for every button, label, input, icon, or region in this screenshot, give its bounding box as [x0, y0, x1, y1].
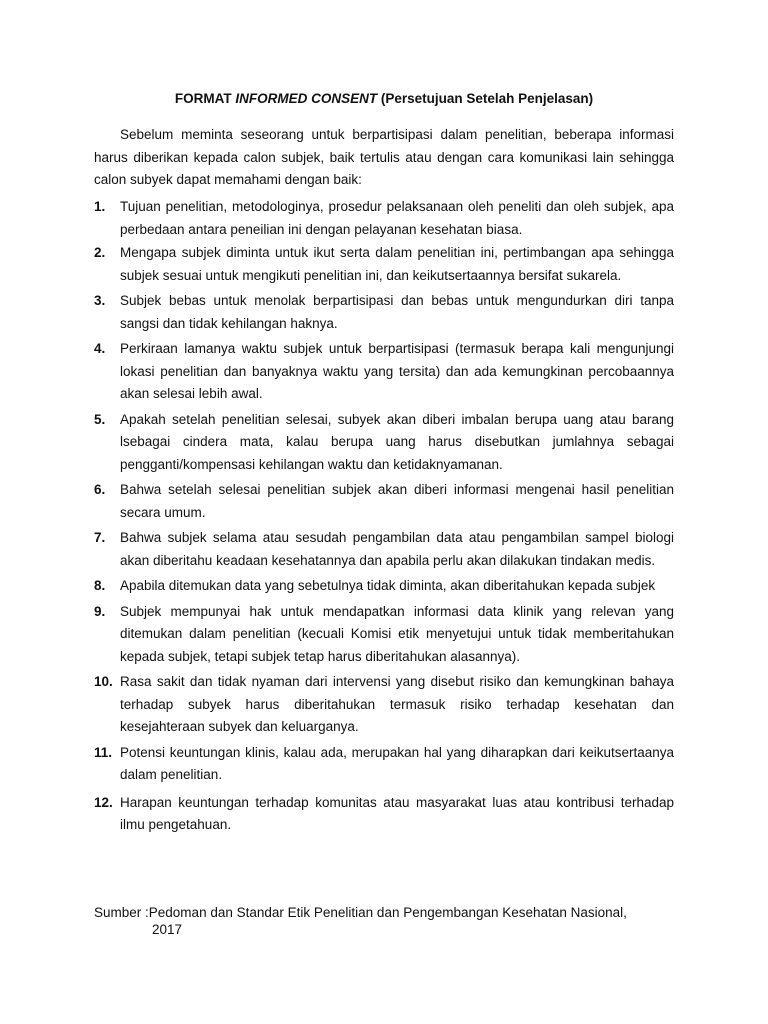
list-item-text: Subjek mempunyai hak untuk mendapatkan informasi data klinik yang relevan yang ditemukan dalam penelitian (kecuali Komisi etik menyetujui untuk tidak memberitahukan kepada subjek, tetapi subjek tetap harus diberitahukan alasannya).: [120, 603, 674, 664]
list-item-number: 6.: [94, 482, 106, 497]
list-item-text: Bahwa setelah selesai penelitian subjek akan diberi informasi mengenai hasil penelitian secara umum.: [120, 482, 674, 520]
list-item: [94, 527, 674, 572]
list-item-number: 11.: [94, 744, 113, 760]
list-item-number: 9.: [94, 603, 106, 619]
list-item: [94, 671, 674, 739]
list-item: [94, 242, 674, 287]
list-item-text: Tujuan penelitian, metodologinya, prosedur pelaksanaan oleh peneliti dan oleh subjek, apa perbedaan antara peneilian ini dengan pelayanan kesehatan biasa.: [120, 199, 674, 237]
intro-paragraph: Sebelum meminta seseorang untuk berpartisipasi dalam penelitian, beberapa informasi harus diberikan kepada calon subjek, baik tertulis atau dengan cara komunikasi lain sehingga calon subyek dapat memahami dengan baik:: [94, 127, 674, 187]
list-item: [94, 601, 674, 669]
list-item-text: Perkiraan lamanya waktu subjek untuk berpartisipasi (termasuk berapa kali mengunjungi lokasi penelitian dan banyaknya waktu yang tersita) dan ada kemungkinan percobaannya akan selesai lebih awal.: [120, 341, 674, 401]
numbered-list: [94, 196, 674, 837]
list-item-number: 2.: [94, 245, 106, 260]
list-item-number: 8.: [94, 578, 106, 593]
list-item: [94, 792, 674, 837]
list-item-text: Apabila ditemukan data yang sebetulnya tidak diminta, akan diberitahukan kepada subjek: [120, 578, 656, 593]
list-item-text: Bahwa subjek selama atau sesudah pengambilan data atau pengambilan sampel biologi akan diberitahu keadaan kesehatannya dan apabila perlu akan dilakukan tindakan medis.: [120, 530, 674, 568]
list-item: [94, 196, 674, 241]
source-year: 2017: [152, 922, 183, 937]
list-item: [94, 742, 674, 787]
list-item: [94, 290, 674, 335]
title-suffix: (Persetujuan Setelah Penjelasan): [377, 91, 594, 106]
source-text: Pedoman dan Standar Etik Penelitian dan Pengembangan Kesehatan Nasional,: [148, 905, 627, 920]
list-item: [94, 409, 674, 477]
title-prefix: FORMAT: [174, 91, 236, 106]
list-item-number: 1.: [94, 199, 106, 214]
document-title: [0, 91, 768, 106]
list-item: [94, 338, 674, 406]
source-citation: [94, 904, 694, 938]
list-item-number: 3.: [94, 293, 106, 308]
list-item-number: 12.: [94, 794, 113, 810]
list-item: [94, 479, 674, 524]
list-item-text: Subjek bebas untuk menolak berpartisipasi dan bebas untuk mengundurkan diri tanpa sangsi dan tidak kehilangan haknya.: [120, 293, 674, 331]
list-item-number: 5.: [94, 411, 106, 427]
list-item-text: Mengapa subjek diminta untuk ikut serta dalam penelitian ini, pertimbangan apa sehingga subjek sesuai untuk mengikuti penelitian ini, dan keikutsertaannya bersifat sukarela.: [120, 245, 674, 283]
list-item-number: 10.: [94, 674, 113, 689]
list-item-text: Apakah setelah penelitian selesai, subyek akan diberi imbalan berupa uang atau barang lsebagai cindera mata, kalau berupa uang harus disebutkan jumlahnya sebagai pengganti/kompensasi kehilangan waktu dan ketidaknyamanan.: [120, 411, 674, 472]
list-item-number: 4.: [94, 341, 106, 356]
list-item-number: 7.: [94, 530, 106, 545]
list-item-text: Potensi keuntungan klinis, kalau ada, merupakan hal yang diharapkan dari keikutsertaanya dalam penelitian.: [120, 744, 674, 782]
list-item-text: Harapan keuntungan terhadap komunitas atau masyarakat luas atau kontribusi terhadap ilmu pengetahuan.: [120, 794, 674, 832]
source-label: Sumber :: [94, 905, 149, 920]
list-item-text: Rasa sakit dan tidak nyaman dari intervensi yang disebut risiko dan kemungkinan bahaya terhadap subyek harus diberitahukan termasuk risiko terhadap kesehatan dan kesejahteraan subyek dan keluarganya.: [120, 674, 674, 734]
list-item: [94, 575, 674, 598]
title-italic: INFORMED CONSENT: [235, 91, 378, 106]
